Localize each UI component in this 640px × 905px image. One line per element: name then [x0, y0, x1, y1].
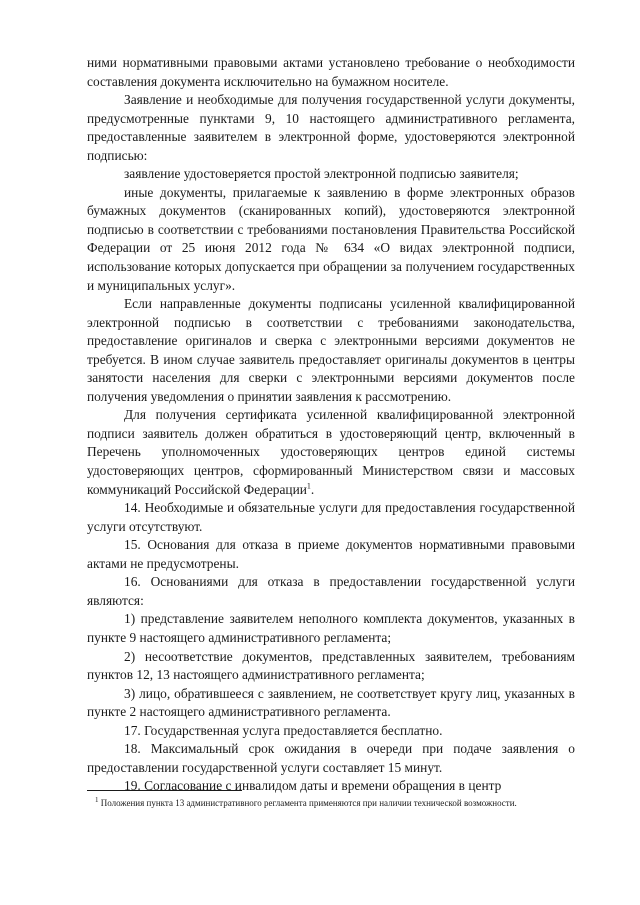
footnote-divider — [87, 790, 242, 791]
clause-16-item-1: 1) представление заявителем неполного комплекта документов, указанных в пункте 9 настоящего административного регламента; — [87, 611, 575, 645]
certificate-text: Для получения сертификата усиленной квалифицированной электронной подписи заявитель должен обратиться в удостоверяющий центр, включенный в Перечень уполномоченных удостоверяющих центров единой системы удостоверяющих центров, сформированный Министерством связи и массовых коммуникаций Российской Федерации — [87, 407, 575, 497]
certificate-suffix: . — [310, 481, 315, 497]
clause-16-item-2: 2) несоответствие документов, представленных заявителем, требованиям пунктов 12, 13 настоящего административного регламента; — [87, 648, 575, 683]
footnote — [87, 797, 575, 810]
clause-16-item-3: 3) лицо, обратившееся с заявлением, не соответствует кругу лиц, указанных в пункте 2 настоящего административного регламента. — [87, 685, 575, 720]
paragraph-simple-signature: заявление удостоверяется простой электронной подписью заявителя; — [124, 166, 519, 182]
clause-17: 17. Государственная услуга предоставляется бесплатно. — [124, 722, 443, 738]
paragraph-electronic-signature: Заявление и необходимые для получения государственной услуги документы, предусмотренные пунктами 9, 10 настоящего административного регламента, предоставленные заявителем в электронной форме, удостоверяются электронной подписью: — [87, 92, 575, 163]
paragraph-certificate — [87, 406, 575, 499]
clause-18: 18. Максимальный срок ожидания в очереди при подаче заявления о предоставлении государственной услуги составляет 15 минут. — [87, 741, 575, 775]
clause-19: 19. Согласование с инвалидом даты и времени обращения в центр — [124, 778, 502, 794]
body-text — [87, 54, 575, 796]
paragraph-qualified-signature: Если направленные документы подписаны усиленной квалифицированной электронной подписью в соответствии с требованиями законодательства, предоставление оригиналов и сверка с электронными версиями документов не требуется. В ином случае заявитель предоставляет оригиналы документов в центры занятости населения для сверки с электронными версиями документов после получения уведомления о принятии заявления к рассмотрению. — [87, 296, 575, 404]
paragraph-continuation: ними нормативными правовыми актами установлено требование о необходимости составления документа исключительно на бумажном носителе. — [87, 55, 575, 89]
footnote-reference: 1 — [306, 481, 311, 491]
footnote-text: Положения пункта 13 административного регламента применяются при наличии технической возможности. — [98, 798, 517, 808]
footnote-marker: 1 — [95, 796, 99, 804]
clause-15: 15. Основания для отказа в приеме документов нормативными правовыми актами не предусмотрены. — [87, 537, 575, 571]
paragraph-attached-documents: иные документы, прилагаемые к заявлению в форме электронных образов бумажных документов (сканированных копий), удостоверяются электронной подписью в соответствии с требованиями постановления Правительства Российской Федерации от 25 июня 2012 года № 634 «О видах электронной подписи, использование которых допускается при обращении за получением государственных и муниципальных услуг». — [87, 184, 575, 293]
clause-16: 16. Основаниями для отказа в предоставлении государственной услуги являются: — [87, 574, 575, 608]
clause-14: 14. Необходимые и обязательные услуги для предоставления государственной услуги отсутствуют. — [87, 500, 575, 534]
